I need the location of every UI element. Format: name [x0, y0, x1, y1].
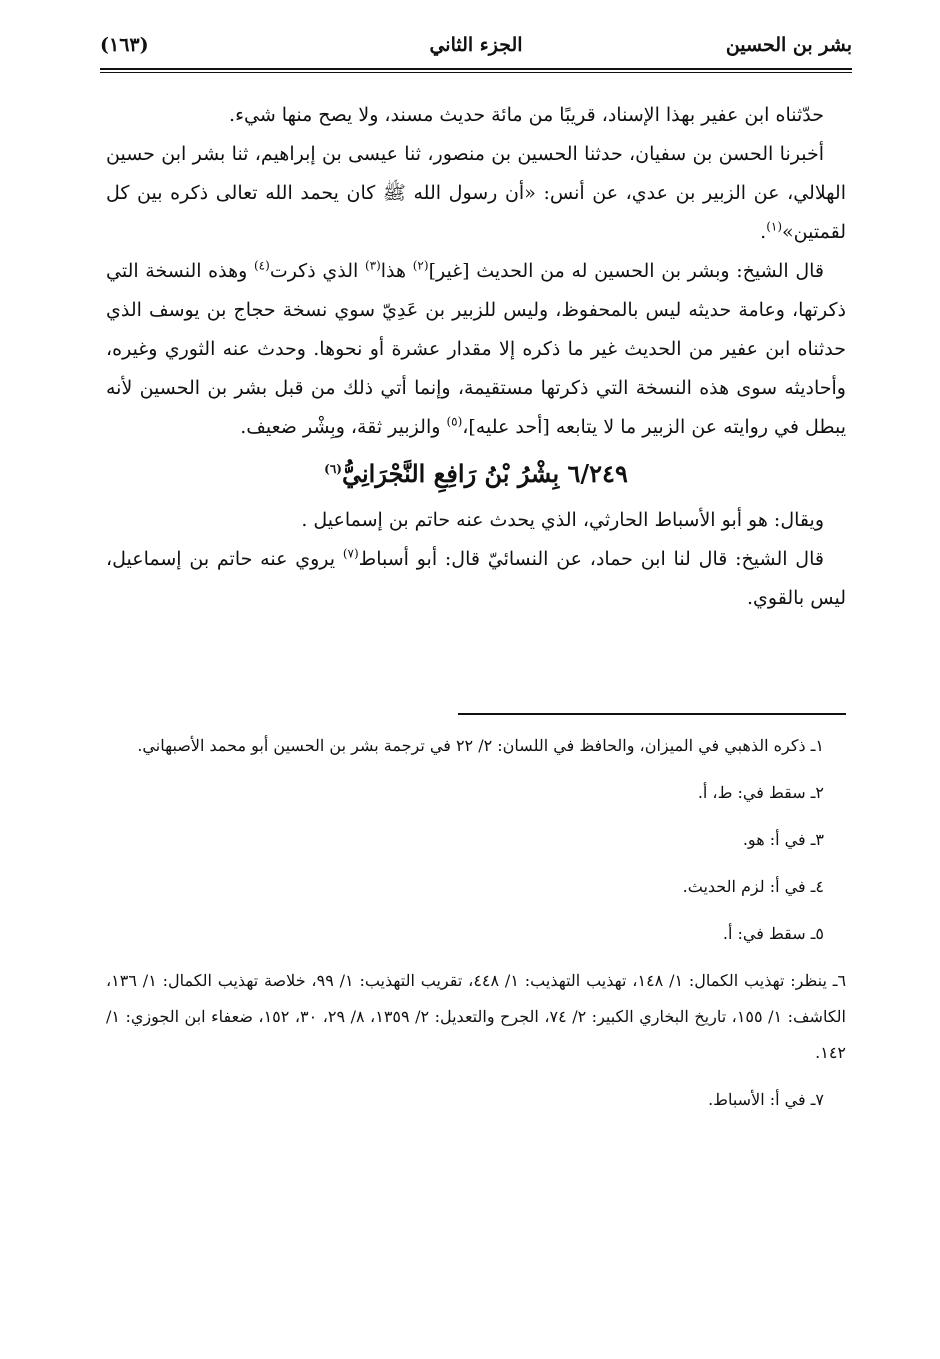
- header-rule-thin: [100, 72, 852, 73]
- paragraph-5-text-a: قال الشيخ: قال لنا ابن حماد، عن النسائيّ قال: أبو أسباط: [358, 548, 824, 570]
- paragraph-5: [106, 540, 846, 618]
- running-header: [100, 26, 852, 74]
- paragraph-2: [106, 135, 846, 252]
- entry-heading-text: ٦/٢٤٩ بِشْرُ بْنُ رَافِعِ النَّجْرَانِيُّ: [341, 459, 628, 488]
- paragraph-4: ويقال: هو أبو الأسباط الحارثي، الذي يحدث عنه حاتم بن إسماعيل .: [301, 509, 824, 531]
- paragraph-1: حدّثناه ابن عفير بهذا الإسناد، قريبًا من مائة حديث مسند، ولا يصح منها شيء.: [229, 104, 824, 126]
- footnote-separator: [458, 713, 846, 715]
- footnote-ref-7: (٧): [342, 546, 359, 561]
- footnote-3: ٣ـ في أ: هو.: [742, 830, 824, 849]
- footnote-6: ٦ـ ينظر: تهذيب الكمال: ١/ ١٤٨، تهذيب التهذيب: ١/ ٤٤٨، تقريب التهذيب: ١/ ٩٩، خلاصة تهذيب الكمال: ١/ ١٣٦، الكاشف: ١/ ١٥٥، تاريخ البخاري الكبير: ٢/ ٧٤، الجرح والتعديل: ٢/ ١٣٥٩، ٨/ ٢٩، ٣٠، ١٥٢، ضعفاء ابن الجوزي: ١/ ١٤٢.: [106, 971, 847, 1062]
- header-chapter-title: بشر بن الحسين: [725, 34, 852, 56]
- paragraph-3-text-b: هذا: [380, 260, 413, 282]
- footnote-ref-6: (٦): [324, 462, 342, 476]
- paragraph-2-end: .: [760, 221, 767, 243]
- footnotes: [106, 728, 846, 1118]
- footnote-1: ١ـ ذكره الذهبي في الميزان، والحافظ في اللسان: ٢/ ٢٢ في ترجمة بشر بن الحسين أبو محمد الأصبهاني.: [137, 736, 824, 755]
- paragraph-3-text-e: والزبير ثقة، وبِشْر ضعيف.: [240, 416, 447, 438]
- footnote-2: ٢ـ سقط في: ط، أ.: [697, 783, 824, 802]
- entry-heading: [106, 447, 846, 501]
- paragraph-3-text-d: وهذه النسخة التي ذكرتها، وعامة حديثه ليس بالمحفوظ، وليس للزبير بن عَدِيّ سوي نسخة حجاج بن يوسف الذي حدثناه ابن عفير من الحديث غير ما ذكره إلا مقدار عشرة أو نحوها. وحدث عنه الثوري وغيره، وأحاديثه سوى هذه النسخة التي ذكرتها مستقيمة، وإنما أتي ذلك من قبل بشر بن الحسين لأنه يبطل في روايته عن الزبير ما لا يتابعه [أحد عليه]،: [106, 260, 846, 438]
- header-volume-title: الجزء الثاني: [429, 34, 523, 56]
- footnote-4: ٤ـ في أ: لزم الحديث.: [682, 877, 824, 896]
- page-number: (١٦٣): [100, 34, 149, 56]
- footnote-ref-2: (٢): [412, 258, 429, 273]
- main-text: [106, 96, 846, 618]
- footnote-5: ٥ـ سقط في: أ.: [722, 924, 824, 943]
- footnote-ref-1: (١): [766, 219, 783, 234]
- footnote-ref-5: (٥): [446, 414, 463, 429]
- paragraph-3-text-c: الذي ذكرت: [269, 260, 365, 282]
- paragraph-3-text-a: قال الشيخ: وبشر بن الحسين له من الحديث [غير]: [428, 260, 824, 282]
- paragraph-3: [106, 252, 846, 447]
- footnote-ref-4: (٤): [253, 258, 270, 273]
- footnote-ref-3: (٣): [364, 258, 381, 273]
- paragraph-5-text-b: يروي عنه حاتم بن إسماعيل، ليس بالقوي.: [106, 548, 846, 609]
- paragraph-2-text: أخبرنا الحسن بن سفيان، حدثنا الحسين بن منصور، ثنا عيسى بن إبراهيم، ثنا بشر ابن حسين الهلالي، عن الزبير بن عدي، عن أنس: «أن رسول الله ﷺ كان يحمد الله تعالى ذكره بين كل لقمتين»: [106, 143, 846, 243]
- footnote-7: ٧ـ في أ: الأسباط.: [708, 1090, 824, 1109]
- header-rule: [100, 68, 852, 70]
